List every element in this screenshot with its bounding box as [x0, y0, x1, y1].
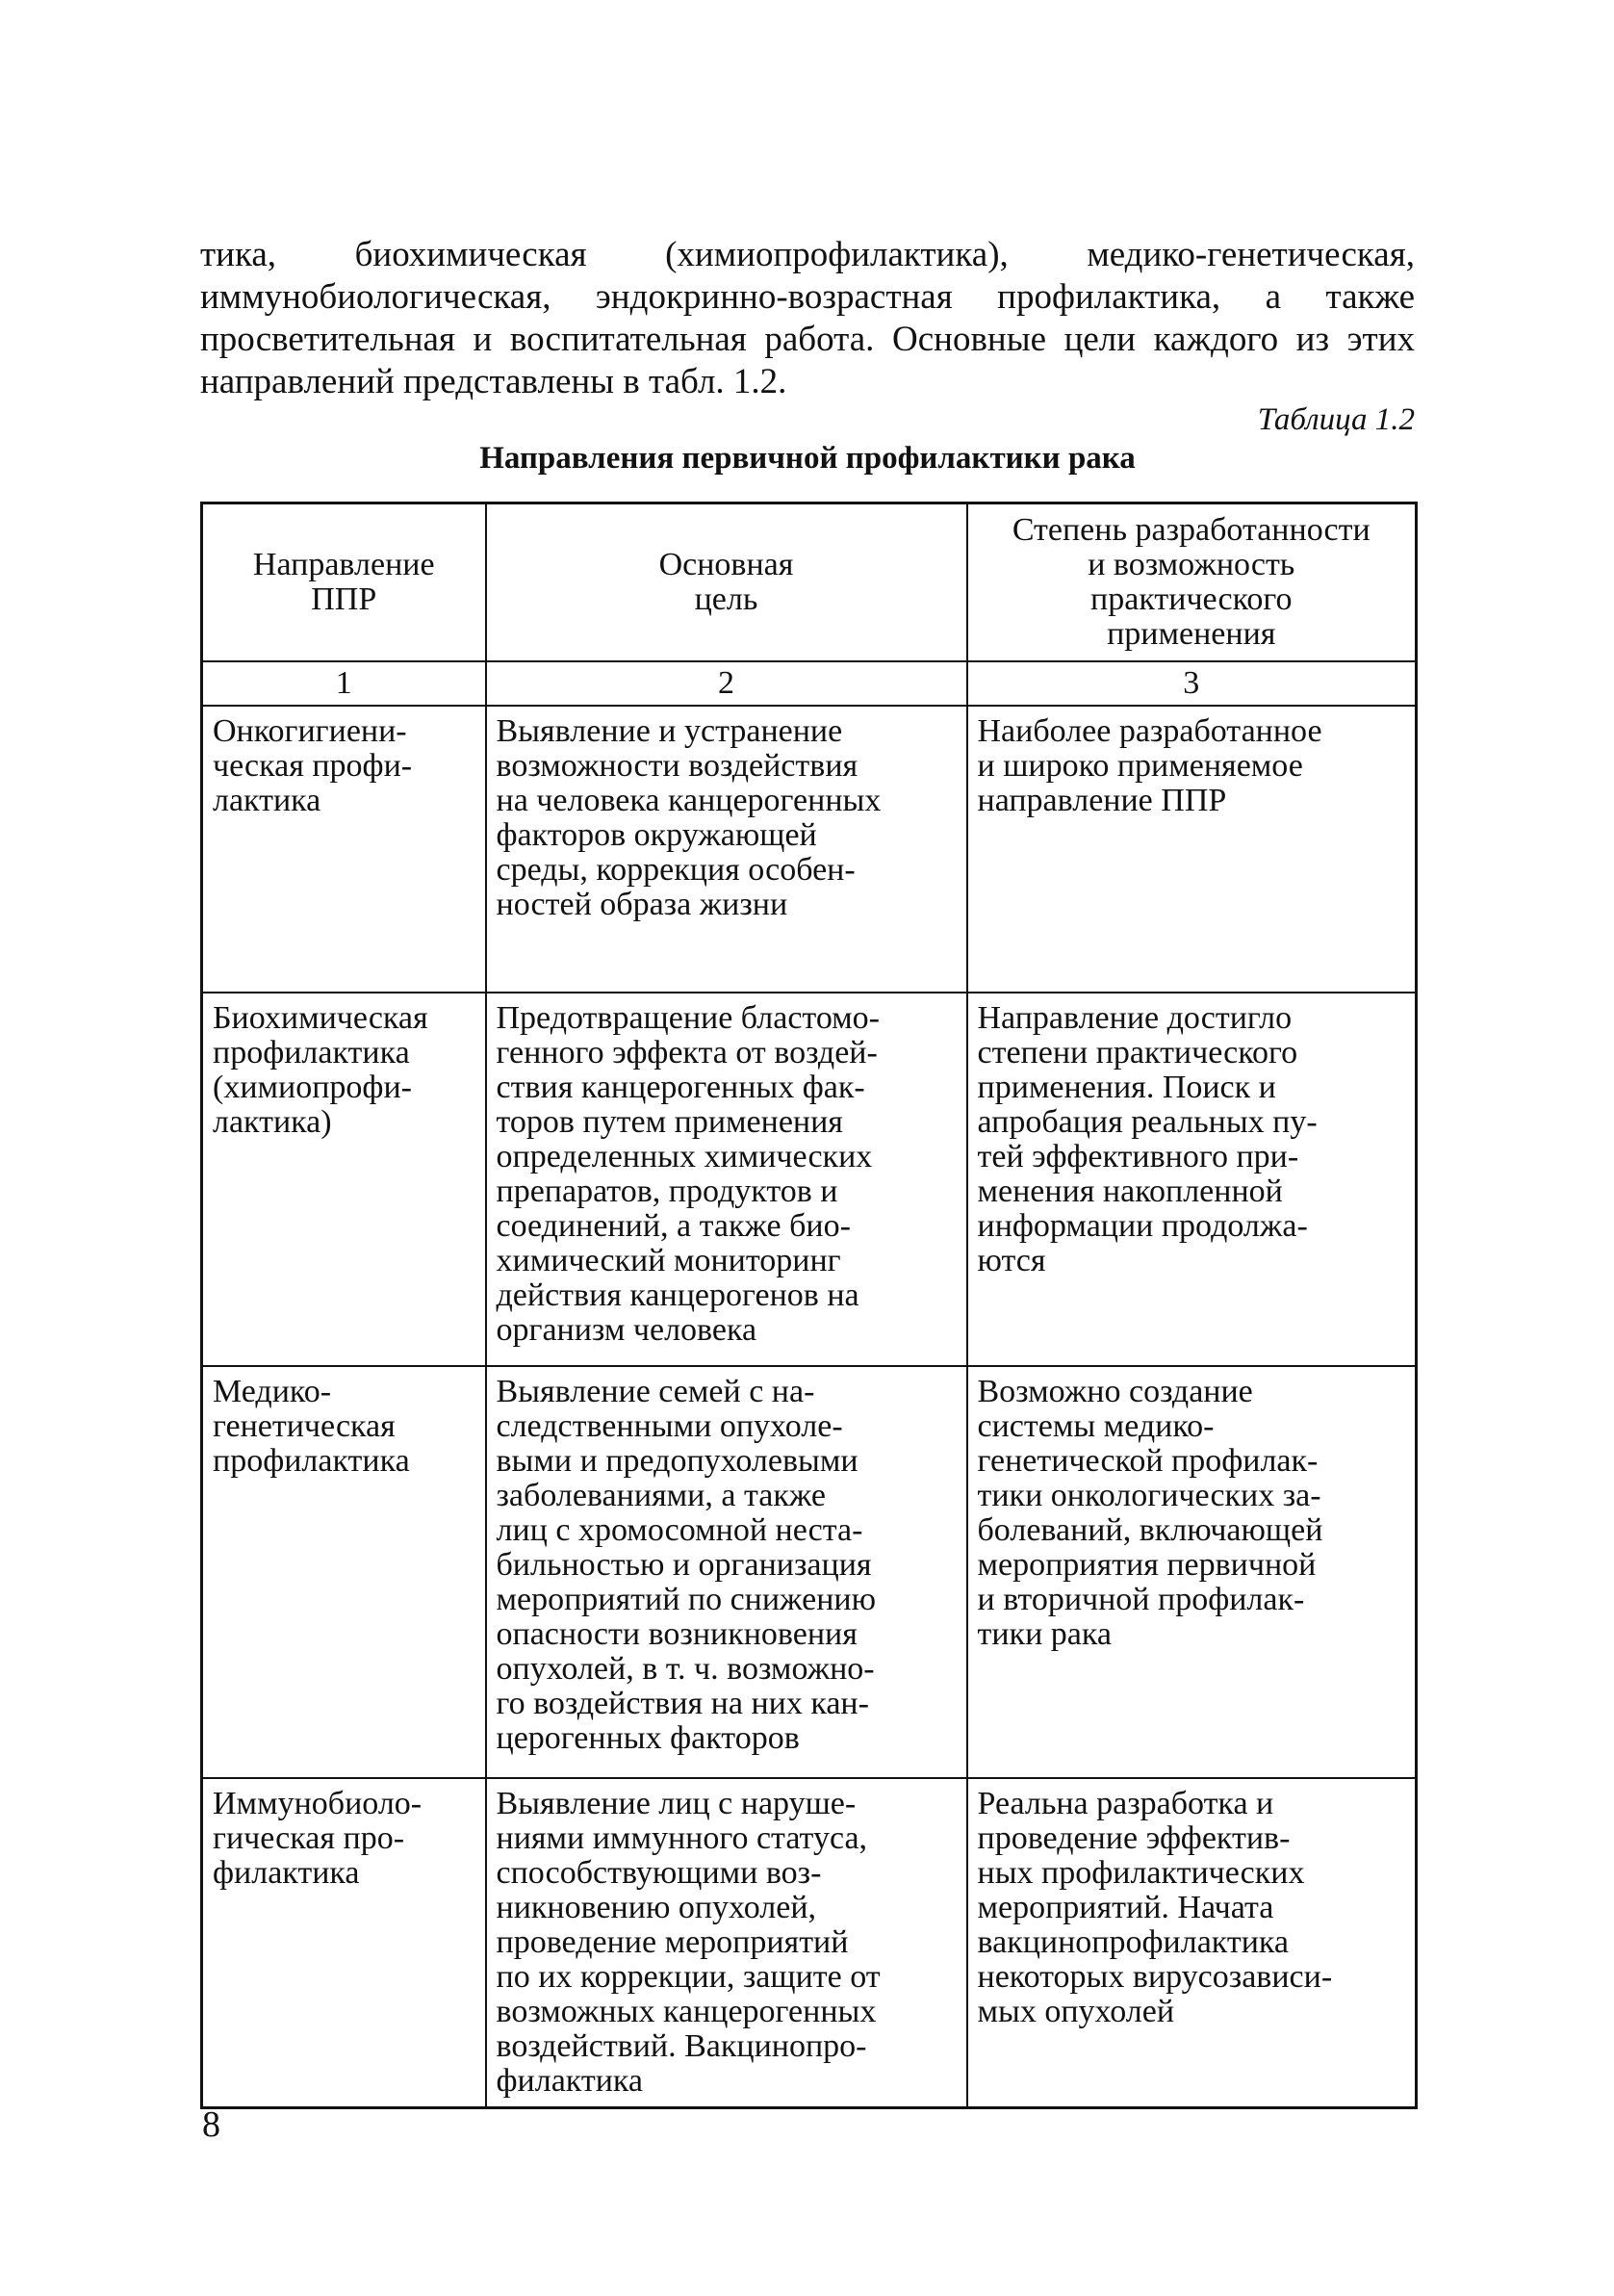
table-title: Направления первичной профилактики рака	[479, 441, 1136, 476]
column-number-row	[202, 661, 1417, 706]
table-row	[202, 993, 1417, 1366]
header-goal: Основная цель	[486, 503, 967, 662]
cell-status: Направление достигло степени практического применения. Поиск и апробация реальных пу- тей эффективного при- менения накопленной информации продолжа- ются	[967, 993, 1417, 1366]
column-number: 3	[967, 661, 1417, 706]
intro-paragraph: тика, биохимическая (химиопрофилактика), медико-генетическая, иммунобиологическая, эндокринно-возрастная профилактика, а также просветительная и воспитательная работа. Основные цели каждого из этих направлений представлены в табл. 1.2.	[200, 235, 1415, 401]
cell-direction: Онкогигиени- ческая профи- лактика	[202, 706, 486, 993]
table-row	[202, 1778, 1417, 2108]
cell-direction: Медико- генетическая профилактика	[202, 1366, 486, 1778]
cell-direction: Биохимическая профилактика (химиопрофи- лактика)	[202, 993, 486, 1366]
table-header-row	[202, 503, 1417, 662]
cell-goal: Предотвращение бластомо- генного эффекта от воздей- ствия канцерогенных фак- торов путем применения определенных химических препаратов, продуктов и соединений, а также био- химический мониторинг действия канцерогенов на организм человека	[486, 993, 967, 1366]
cell-goal: Выявление семей с на- следственными опухоле- выми и предопухолевыми заболеваниями, а также лиц с хромосомной неста- бильностью и организация мероприятий по снижению опасности возникновения опухолей, в т. ч. возможно- го воздействия на них кан- церогенных факторов	[486, 1366, 967, 1778]
header-status: Степень разработанности и возможность практического применения	[967, 503, 1417, 662]
cell-status: Возможно создание системы медико- генетической профилак- тики онкологических за- болеваний, включающей мероприятия первичной и вторичной профилак- тики рака	[967, 1366, 1417, 1778]
table-row	[202, 1366, 1417, 1778]
prevention-table	[200, 502, 1418, 2109]
table-row	[202, 706, 1417, 993]
cell-goal: Выявление и устранение возможности воздействия на человека канцерогенных факторов окружающей среды, коррекция особен- ностей образа жизни	[486, 706, 967, 993]
cell-goal: Выявление лиц с наруше- ниями иммунного статуса, способствующими воз- никновению опухолей, проведение мероприятий по их коррекции, защите от возможных канцерогенных воздействий. Вакцинопро- филактика	[486, 1778, 967, 2108]
cell-status: Наиболее разработанное и широко применяемое направление ППР	[967, 706, 1417, 993]
column-number: 1	[202, 661, 486, 706]
table-label: Таблица 1.2	[1257, 402, 1415, 437]
header-direction: Направление ППР	[202, 503, 486, 662]
cell-status: Реальна разработка и проведение эффектив- ных профилактических мероприятий. Начата вакцинопрофилактика некоторых вирусозависи- мых опухолей	[967, 1778, 1417, 2108]
page-number: 8	[202, 2104, 220, 2145]
cell-direction: Иммунобиоло- гическая про- филактика	[202, 1778, 486, 2108]
column-number: 2	[486, 661, 967, 706]
